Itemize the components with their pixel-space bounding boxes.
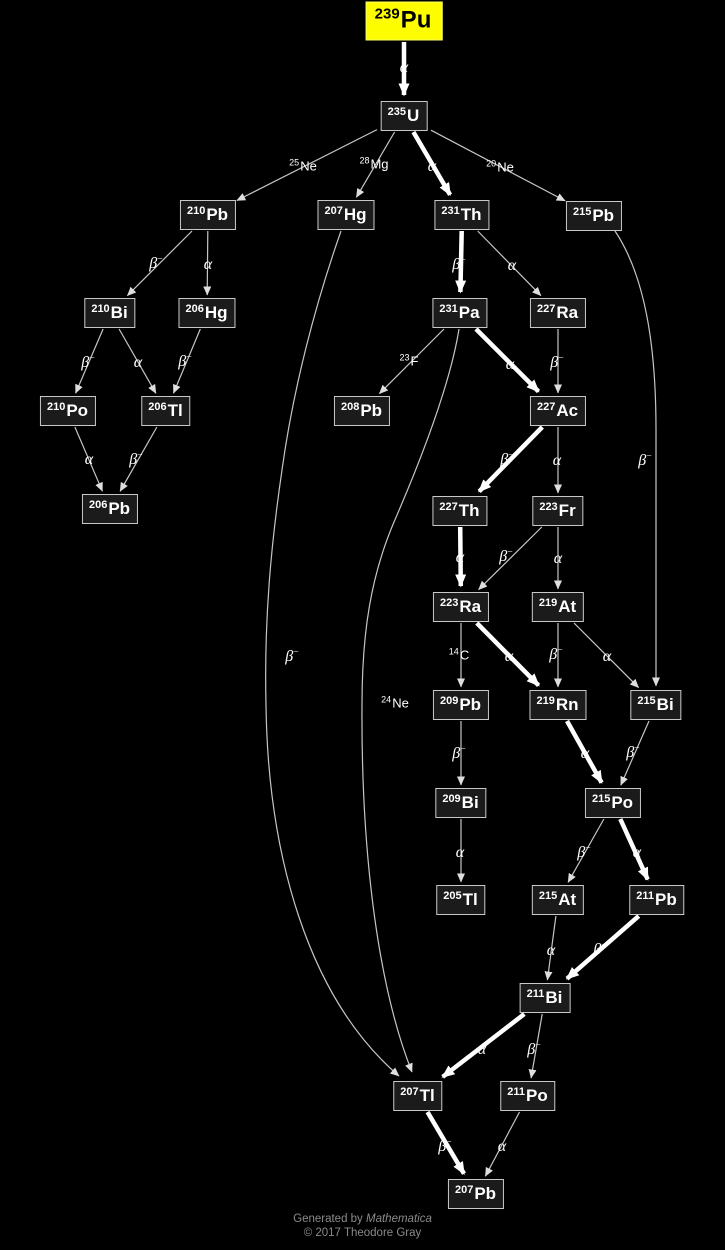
beta-decay-label: β− bbox=[527, 1040, 541, 1058]
isotope-node-bi211[interactable] bbox=[520, 983, 571, 1013]
mass-number: 210 bbox=[91, 303, 110, 315]
beta-decay-label: β− bbox=[129, 450, 143, 468]
element-symbol: Tl bbox=[419, 1086, 435, 1105]
beta-decay-label: β− bbox=[438, 1137, 452, 1155]
mass-number: 207 bbox=[400, 1086, 419, 1098]
alpha-decay-label: α bbox=[477, 1041, 487, 1058]
mass-number: 209 bbox=[439, 695, 459, 707]
isotope-node-th231[interactable] bbox=[434, 200, 489, 230]
mass-number: 205 bbox=[443, 890, 462, 902]
element-symbol: Fr bbox=[558, 501, 576, 520]
isotope-node-pu239[interactable] bbox=[366, 2, 443, 41]
element-symbol: Pb bbox=[474, 1184, 497, 1203]
alpha-decay-label: α bbox=[632, 844, 642, 861]
minus-superscript: − bbox=[460, 255, 466, 266]
isotope-node-at215[interactable] bbox=[532, 885, 584, 915]
element-symbol: Pb bbox=[360, 401, 383, 420]
mathematica-name: Mathematica bbox=[366, 1213, 432, 1225]
beta-decay-label: β− bbox=[178, 352, 192, 370]
mass-number: 227 bbox=[439, 501, 458, 513]
mass-number: 207 bbox=[454, 1184, 474, 1196]
element-symbol: Po bbox=[66, 401, 89, 420]
mass-number: 239 bbox=[374, 5, 400, 23]
alpha-decay-label: α bbox=[497, 1138, 507, 1155]
isotope-node-pb206[interactable] bbox=[82, 494, 138, 524]
element-symbol: Ac bbox=[556, 401, 579, 420]
cluster-emission-label: $^{23}$F bbox=[399, 352, 419, 369]
minus-superscript: − bbox=[508, 450, 514, 461]
element-symbol: U bbox=[407, 106, 420, 125]
isotope-node-tl206[interactable] bbox=[141, 396, 190, 426]
cluster-emission-label: $^{14}$C bbox=[448, 646, 470, 663]
isotope-node-pb209[interactable] bbox=[433, 690, 489, 720]
element-symbol: Tl bbox=[167, 401, 183, 420]
element-symbol: Tl bbox=[462, 890, 478, 909]
element-symbol: Pb bbox=[459, 695, 482, 714]
element-symbol: At bbox=[558, 890, 577, 909]
element-symbol: Pa bbox=[458, 303, 480, 322]
mass-number: 206 bbox=[148, 401, 167, 413]
isotope-node-ra227[interactable] bbox=[530, 298, 586, 328]
minus-superscript: − bbox=[446, 1137, 452, 1148]
beta-decay-label: β− bbox=[500, 450, 514, 468]
isotope-node-tl207[interactable] bbox=[393, 1081, 442, 1111]
alpha-decay-label: α bbox=[505, 356, 515, 373]
element-symbol: Po bbox=[526, 1086, 548, 1105]
minus-superscript: − bbox=[585, 843, 591, 854]
isotope-node-pb210[interactable] bbox=[180, 200, 236, 230]
mass-number: 215 bbox=[637, 695, 656, 707]
beta-decay-label: β− bbox=[626, 743, 640, 761]
isotope-node-po215[interactable] bbox=[585, 788, 641, 818]
emitted-mass-number: 20 bbox=[486, 158, 497, 169]
mass-number: 219 bbox=[538, 597, 558, 609]
alpha-decay-label: α bbox=[552, 452, 562, 469]
cluster-emission-label: $^{20}$Ne bbox=[486, 158, 514, 175]
alpha-decay-label: α bbox=[580, 745, 590, 762]
minus-superscript: − bbox=[634, 743, 640, 754]
cluster-emission-label: $^{28}$Mg bbox=[359, 155, 389, 172]
isotope-node-at219[interactable] bbox=[532, 592, 584, 622]
element-symbol: Pb bbox=[108, 499, 131, 518]
isotope-node-pb207[interactable] bbox=[448, 1179, 504, 1209]
mass-number: 210 bbox=[186, 205, 206, 217]
beta-decay-label: β− bbox=[577, 843, 591, 861]
mass-number: 227 bbox=[536, 303, 556, 315]
element-symbol: Th bbox=[460, 205, 482, 224]
isotope-node-ac227[interactable] bbox=[530, 396, 586, 426]
beta-decay-label: β− bbox=[593, 940, 607, 958]
mass-number: 211 bbox=[526, 988, 545, 1000]
emitted-mass-number: 24 bbox=[381, 694, 392, 705]
minus-superscript: − bbox=[557, 645, 563, 656]
alpha-decay-label: α bbox=[133, 354, 143, 371]
isotope-node-ra223[interactable] bbox=[433, 592, 489, 622]
beta-decay-label: β− bbox=[499, 547, 513, 565]
emitted-mass-number: 25 bbox=[289, 157, 300, 168]
element-symbol: Bi bbox=[461, 793, 479, 812]
minus-superscript: − bbox=[535, 1040, 541, 1051]
element-symbol: Pb bbox=[655, 890, 677, 909]
mass-number: 227 bbox=[536, 401, 556, 413]
element-symbol: Pb bbox=[592, 206, 615, 225]
element-symbol: Ra bbox=[556, 303, 579, 322]
minus-superscript: − bbox=[137, 450, 143, 461]
isotope-node-pb215[interactable] bbox=[566, 201, 622, 231]
alpha-decay-label: α bbox=[84, 451, 94, 468]
element-symbol: Pb bbox=[206, 205, 229, 224]
isotope-node-pb208[interactable] bbox=[334, 396, 390, 426]
element-symbol: Th bbox=[458, 501, 480, 520]
alpha-decay-label: α bbox=[399, 59, 409, 76]
mass-number: 206 bbox=[88, 499, 108, 511]
footer-credit bbox=[0, 1212, 725, 1240]
isotope-node-hg206[interactable] bbox=[178, 298, 235, 328]
mass-number: 223 bbox=[539, 501, 558, 513]
isotope-node-po210[interactable] bbox=[40, 396, 96, 426]
mass-number: 209 bbox=[442, 793, 461, 805]
isotope-node-hg207[interactable] bbox=[317, 200, 374, 230]
isotope-node-th227[interactable] bbox=[432, 496, 487, 526]
element-symbol: Hg bbox=[204, 303, 228, 322]
beta-decay-label: β− bbox=[452, 255, 466, 273]
mass-number: 215 bbox=[572, 206, 592, 218]
isotope-node-rn219[interactable] bbox=[529, 690, 586, 720]
element-symbol: Rn bbox=[555, 695, 579, 714]
emitted-mass-number: 14 bbox=[448, 646, 459, 657]
element-symbol: Pu bbox=[400, 6, 432, 34]
alpha-decay-label: α bbox=[455, 844, 465, 861]
generated-by-line bbox=[0, 1212, 725, 1226]
mass-number: 235 bbox=[387, 106, 407, 118]
alpha-decay-label: α bbox=[507, 257, 517, 274]
isotope-node-tl205[interactable] bbox=[436, 885, 485, 915]
mass-number: 223 bbox=[439, 597, 459, 609]
mass-number: 208 bbox=[340, 401, 360, 413]
emitted-mass-number: 23 bbox=[399, 352, 410, 363]
beta-decay-label: β− bbox=[81, 353, 95, 371]
isotope-node-pb211[interactable] bbox=[629, 885, 684, 915]
beta-decay-label: β− bbox=[149, 254, 163, 272]
minus-superscript: − bbox=[460, 744, 466, 755]
alpha-decay-label: α bbox=[203, 256, 213, 273]
mass-number: 219 bbox=[536, 695, 555, 707]
isotope-node-pa231[interactable] bbox=[432, 298, 487, 328]
mass-number: 206 bbox=[185, 303, 204, 315]
element-symbol: Hg bbox=[343, 205, 367, 224]
alpha-decay-label: α bbox=[427, 158, 437, 175]
mass-number: 211 bbox=[636, 890, 655, 902]
mass-number: 211 bbox=[507, 1086, 526, 1098]
element-symbol: Bi bbox=[545, 988, 563, 1007]
beta-decay-label: β− bbox=[452, 744, 466, 762]
emitted-mass-number: 28 bbox=[359, 155, 370, 166]
cluster-emission-label: $^{25}$Ne bbox=[289, 157, 317, 174]
minus-superscript: − bbox=[507, 547, 513, 558]
minus-superscript: − bbox=[646, 451, 652, 462]
beta-decay-label: β− bbox=[638, 451, 652, 469]
beta-decay-label: β− bbox=[549, 645, 563, 663]
alpha-decay-label: α bbox=[553, 550, 563, 567]
element-symbol: At bbox=[558, 597, 577, 616]
element-symbol: Po bbox=[611, 793, 634, 812]
element-symbol: Bi bbox=[110, 303, 128, 322]
mass-number: 215 bbox=[591, 793, 611, 805]
mass-number: 231 bbox=[439, 303, 458, 315]
isotope-node-bi210[interactable] bbox=[84, 298, 135, 328]
isotope-node-u235[interactable] bbox=[381, 101, 428, 131]
alpha-decay-label: α bbox=[602, 648, 612, 665]
minus-superscript: − bbox=[558, 353, 564, 364]
isotope-node-bi215[interactable] bbox=[630, 690, 681, 720]
cluster-emission-label: $^{24}$Ne bbox=[381, 694, 409, 711]
alpha-decay-label: α bbox=[455, 549, 465, 566]
isotope-node-bi209[interactable] bbox=[435, 788, 486, 818]
isotope-node-fr223[interactable] bbox=[532, 496, 583, 526]
minus-superscript: − bbox=[601, 940, 607, 951]
mass-number: 210 bbox=[46, 401, 66, 413]
mass-number: 207 bbox=[324, 205, 343, 217]
minus-superscript: − bbox=[89, 353, 95, 364]
minus-superscript: − bbox=[157, 254, 163, 265]
copyright-line: © 2017 Theodore Gray bbox=[303, 1227, 422, 1239]
beta-decay-label: β− bbox=[285, 647, 299, 665]
element-symbol: Bi bbox=[656, 695, 674, 714]
alpha-decay-label: α bbox=[504, 648, 514, 665]
generated-by-text: Generated by bbox=[293, 1213, 367, 1225]
mass-number: 231 bbox=[441, 205, 460, 217]
beta-decay-label: β− bbox=[550, 353, 564, 371]
alpha-decay-label: α bbox=[546, 942, 556, 959]
isotope-node-po211[interactable] bbox=[500, 1081, 555, 1111]
element-symbol: Ra bbox=[459, 597, 482, 616]
minus-superscript: − bbox=[293, 647, 299, 658]
mass-number: 215 bbox=[538, 890, 558, 902]
minus-superscript: − bbox=[186, 352, 192, 363]
